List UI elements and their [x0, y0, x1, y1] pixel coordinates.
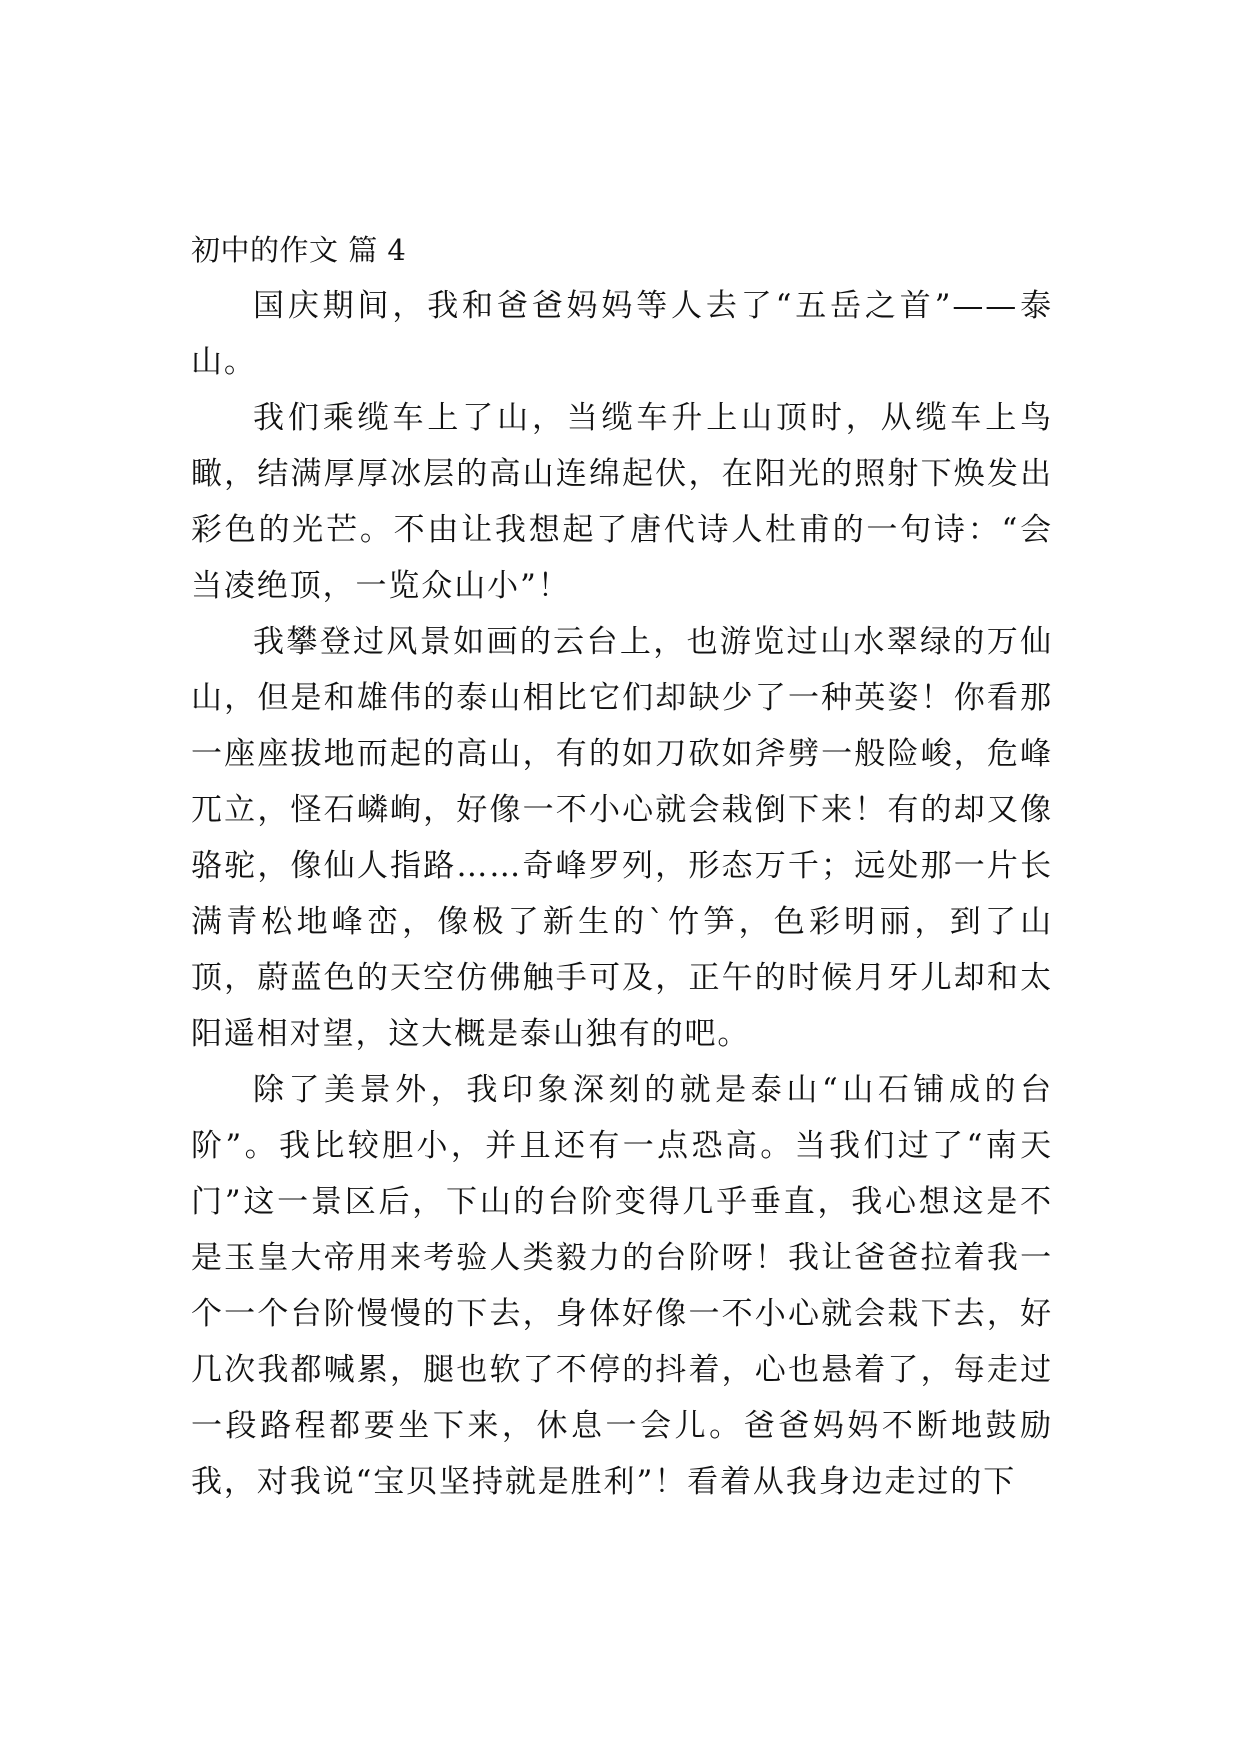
paragraph-1: 国庆期间，我和爸爸妈妈等人去了“五岳之首”——泰山。 [191, 288, 1053, 380]
document-body [191, 222, 1053, 1510]
paragraph-3: 我攀登过风景如画的云台上，也游览过山水翠绿的万仙山，但是和雄伟的泰山相比它们却缺少了一种英姿！你看那一座座拔地而起的高山，有的如刀砍如斧劈一般险峻，危峰兀立，怪石嶙峋，好像一不小心就会栽倒下来！有的却又像骆驼，像仙人指路……奇峰罗列，形态万千；远处那一片长满青松地峰峦，像极了新生的`竹笋，色彩明丽，到了山顶，蔚蓝色的天空仿佛触手可及，正午的时候月牙儿却和太阳遥相对望，这大概是泰山独有的吧。 [191, 624, 1053, 1052]
essay-title: 初中的作文 篇 4 [191, 233, 407, 267]
paragraph-4: 除了美景外，我印象深刻的就是泰山“山石铺成的台阶”。我比较胆小，并且还有一点恐高。当我们过了“南天门”这一景区后，下山的台阶变得几乎垂直，我心想这是不是玉皇大帝用来考验人类毅力的台阶呀！我让爸爸拉着我一个一个台阶慢慢的下去，身体好像一不小心就会栽下去，好几次我都喊累，腿也软了不停的抖着，心也悬着了，每走过一段路程都要坐下来，休息一会儿。爸爸妈妈不断地鼓励我，对我说“宝贝坚持就是胜利”！看着从我身边走过的下 [191, 1072, 1053, 1500]
paragraph-2: 我们乘缆车上了山，当缆车升上山顶时，从缆车上鸟瞰，结满厚厚冰层的高山连绵起伏，在阳光的照射下焕发出彩色的光芒。不由让我想起了唐代诗人杜甫的一句诗：“会当凌绝顶，一览众山小”！ [191, 400, 1053, 604]
